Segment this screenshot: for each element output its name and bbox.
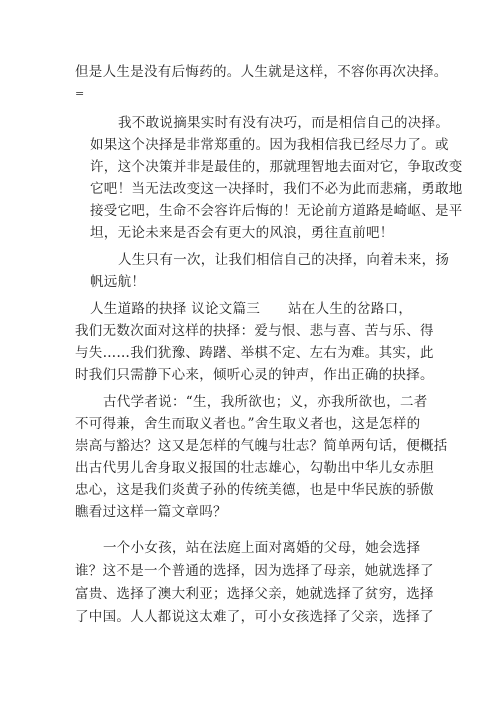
paragraph-text: 富贵、选择了澳大利亚；选择父亲，她就选择了贫穷，选择 (75, 586, 434, 602)
paragraph-first-line: 我不敢说摘果实时有没有决巧，而是相信自己的决择。 (118, 115, 450, 131)
paragraph-first-line: 古代学者说：“生，我所欲也；义，亦我所欲也，二者 (103, 394, 428, 410)
paragraph-text: 我们无数次面对这样的抉择：爱与恨、悲与喜、苦与乐、得 (75, 323, 434, 339)
paragraph-text: 但是人生是没有后悔药的。人生就是这样，不容你再次决择。 (75, 64, 448, 80)
paragraph-text: 与失……我们犹豫、踌躇、举棋不定、左右为难。其实，此 (75, 345, 434, 361)
stray-mark: = (75, 87, 85, 100)
paragraph-text: 它吧！当无法改变这一决择时，我们不必为此而悲痛，勇敢地 (90, 181, 463, 197)
section-heading: 人生道路的抉择 议论文篇三 (90, 301, 261, 317)
paragraph-text: 了中国。人人都说这太难了，可小女孩选择了父亲，选择了 (75, 609, 434, 625)
paragraph-text: 帆远航！ (90, 274, 146, 290)
paragraph-text: 出古代男儿舍身取义报国的壮志雄心，勾勒出中华儿女赤胆 (75, 460, 434, 476)
paragraph-text: 谁？这不是一个普通的选择，因为选择了母亲，她就选择了 (75, 563, 434, 579)
paragraph-text: 许，这个决策并非是最佳的，那就理智地去面对它，争取改变 (90, 159, 463, 175)
paragraph-text: 如果这个决择是非常郑重的。因为我相信我已经尽力了。或 (90, 137, 449, 153)
paragraph-text: 不可得兼，舍生而取义者也。”舍生取义者也，这是怎样的 (75, 416, 421, 432)
paragraph-text: 瞧看过这样一篇文章吗？ (75, 504, 227, 520)
paragraph-text: 时我们只需静下心来，倾听心灵的钟声，作出正确的抉择。 (75, 367, 434, 383)
paragraph-text: 崇高与豁达？这又是怎样的气魄与壮志？简单两句话，便概括 (75, 438, 448, 454)
paragraph-first-line: 一个小女孩，站在法庭上面对离婚的父母，她会选择 (103, 540, 421, 556)
paragraph-text: 忠心，这是我们炎黄子孙的传统美德，也是中华民族的骄傲 (75, 482, 434, 498)
paragraph-first-line: 站在人生的岔路口， (288, 301, 413, 317)
paragraph-text: 坦，无论未来是否会有更大的风浪，勇往直前吧！ (90, 225, 394, 241)
paragraph-first-line: 人生只有一次，让我们相信自己的决择，向着未来，扬 (118, 252, 450, 268)
paragraph-text: 接受它吧，生命不会容许后悔的！无论前方道路是崎岖、是平 (90, 203, 463, 219)
